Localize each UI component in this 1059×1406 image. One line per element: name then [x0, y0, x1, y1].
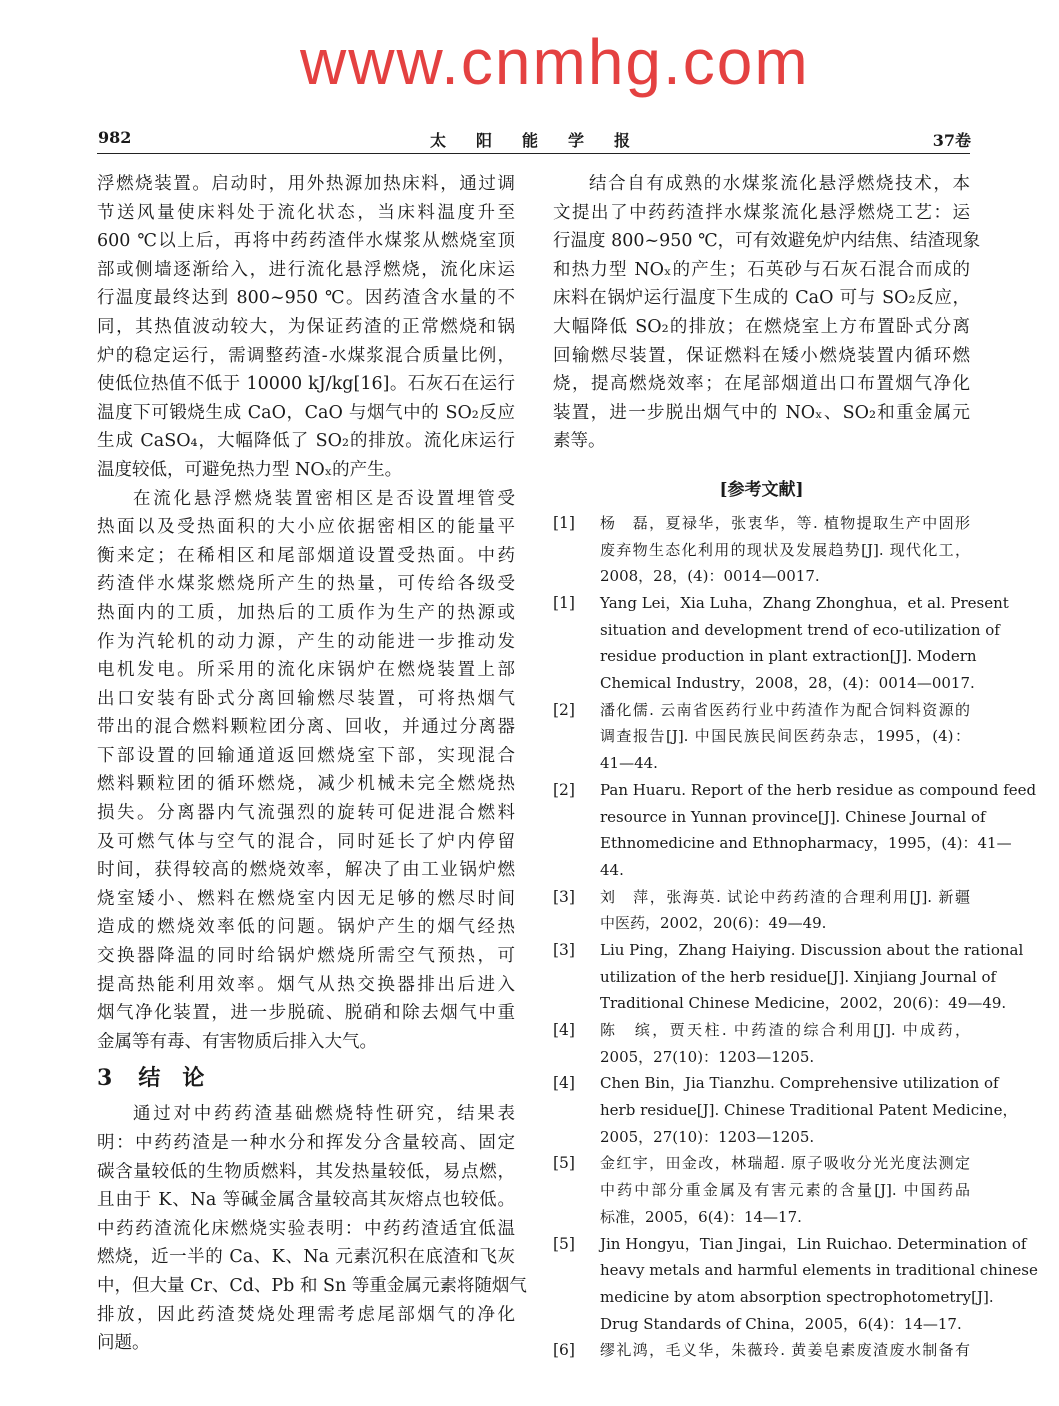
text-line: 行温度最终达到 800~950 ℃。因药渣含水量的不 — [97, 288, 515, 309]
reference-text: residue production in plant extraction[J]. Modern — [600, 647, 977, 666]
text-line: 及可燃气体与空气的混合，同时延长了炉内停留 — [97, 831, 515, 852]
reference-item — [553, 697, 970, 777]
reference-text: resource in Yunnan province[J]. Chinese Journal of — [600, 807, 986, 826]
text-line: 在流化悬浮燃烧装置密相区是否设置埋管受 — [133, 488, 515, 509]
text-line: 明：中药药渣是一种水分和挥发分含量较高、固定 — [97, 1133, 515, 1153]
text-line: 衡来定；在稀相区和尾部烟道设置受热面。中药 — [97, 545, 515, 566]
reference-text: Chemical Industry，2008，28，(4)：0014—0017. — [600, 674, 975, 693]
reference-label: [2] — [553, 700, 575, 719]
reference-text: 44. — [600, 860, 624, 879]
text-line: 结合自有成熟的水煤浆流化悬浮燃烧技术，本 — [589, 174, 970, 194]
volume-label: 37卷 — [932, 131, 971, 150]
text-line: 电机发电。所采用的流化床锅炉在燃烧装置上部 — [97, 660, 515, 681]
reference-label: [1] — [553, 594, 575, 612]
reference-text: 调查报告[J]. 中国民族民间医药杂志，1995，(4)： — [600, 727, 970, 746]
reference-text: 中医药，2002，20(6)：49—49. — [600, 914, 827, 933]
reference-text: herb residue[J]. Chinese Traditional Patent Medicine， — [600, 1101, 1018, 1120]
reference-label: [6] — [553, 1341, 575, 1360]
text-line: 烧，提高燃烧效率；在尾部烟道出口布置烟气净化 — [553, 374, 970, 395]
text-line: 中药药渣流化床燃烧实验表明：中药药渣适宜低温 — [97, 1218, 515, 1239]
reference-item — [553, 937, 1024, 1017]
reference-item — [553, 1150, 970, 1230]
text-line: 时间，获得较高的燃烧效率，解决了由工业锅炉燃 — [97, 860, 515, 881]
reference-item — [553, 510, 970, 590]
reference-text: 标准，2005，6(4)：14—17. — [600, 1207, 802, 1226]
text-line: 文提出了中药药渣拌水煤浆流化悬浮燃烧工艺：运 — [553, 202, 970, 223]
text-line: 节送风量使床料处于流化状态，当床料温度升至 — [97, 202, 515, 223]
reference-list — [553, 510, 1038, 1364]
text-line: 装置，进一步脱出烟气中的 NOₓ、SO₂和重金属元 — [553, 402, 970, 423]
text-line: 提高热能利用效率。烟气从热交换器排出后进入 — [97, 974, 515, 995]
text-line: 浮燃烧装置。启动时，用外热源加热床料，通过调 — [97, 174, 515, 194]
text-line: 出口安装有卧式分离回输燃尽装置，可将热烟气 — [97, 688, 515, 709]
text-line: 损失。分离器内气流强烈的旋转可促进混合燃料 — [97, 803, 515, 824]
text-line: 温度下可锻烧生成 CaO，CaO 与烟气中的 SO₂反应 — [97, 402, 515, 423]
reference-item — [553, 1017, 970, 1070]
text-line: 床料在锅炉运行温度下生成的 CaO 可与 SO₂反应， — [553, 288, 970, 309]
reference-text: Jin Hongyu，Tian Jingai，Lin Ruichao. Determination of — [600, 1234, 1027, 1253]
reference-label: [4] — [553, 1074, 575, 1093]
reference-label: [4] — [553, 1021, 575, 1039]
watermark: www.cnmhg.com — [300, 26, 810, 98]
reference-text: Ethnomedicine and Ethnopharmacy，1995，(4)：41— — [600, 834, 1012, 853]
text-line: 和热力型 NOₓ的产生；石英砂与石灰石混合而成的 — [553, 259, 970, 280]
reference-text: Liu Ping，Zhang Haiying. Discussion about the rational — [600, 940, 1024, 959]
journal-title: 太阳能学报 — [430, 131, 661, 150]
text-line: 燃烧，近一半的 Ca、K、Na 元素沉积在底渣和飞灰 — [97, 1247, 515, 1268]
section-heading — [97, 1056, 515, 1100]
text-line: 金属等有毒、有害物质后排入大气。 — [97, 1031, 377, 1052]
reference-label: [3] — [553, 887, 575, 906]
references-heading: [参考文献] — [719, 479, 804, 500]
text-line: 行温度 800~950 ℃，可有效避免炉内结焦、结渣现象 — [553, 231, 981, 252]
page-number: 982 — [98, 128, 132, 147]
reference-text: 金红宇，田金改，林瑞超. 原子吸收分光光度法测定 — [600, 1154, 970, 1173]
text-line: 下部设置的回输通道返回燃烧室下部，实现混合 — [97, 745, 515, 766]
text-line: 造成的燃烧效率低的问题。锅炉产生的烟气经热 — [97, 917, 515, 938]
reference-text: medicine by atom absorption spectrophotometry[J]. — [600, 1287, 994, 1306]
text-line: 问题。 — [97, 1333, 150, 1354]
reference-text: 杨 磊，夏禄华，张衷华，等. 植物提取生产中固形 — [600, 513, 970, 532]
reference-label: [1] — [553, 513, 575, 532]
text-line: 大幅降低 SO₂的排放；在燃烧室上方布置卧式分离 — [553, 316, 970, 337]
text-line: 烟气净化装置，进一步脱硫、脱硝和除去烟气中重 — [97, 1003, 515, 1024]
left-column — [97, 170, 527, 1358]
text-line: 药渣伴水煤浆燃烧所产生的热量，可传给各级受 — [97, 574, 515, 595]
paragraph — [97, 485, 515, 1057]
text-line: 生成 CaSO₄，大幅降低了 SO₂的排放。流化床运行 — [97, 431, 515, 452]
reference-text: 2005，27(10)：1203—1205. — [600, 1127, 815, 1146]
reference-item — [553, 1337, 970, 1364]
text-line: 素等。 — [553, 431, 606, 452]
reference-item — [553, 590, 1009, 697]
reference-item — [553, 884, 970, 937]
paragraph — [553, 170, 981, 456]
section-title: 结 论 — [138, 1065, 205, 1092]
text-line: 热面以及受热面积的大小应依据密相区的能量平 — [97, 517, 515, 538]
reference-text: 陈 缤，贾天柱. 中药渣的综合利用[J]. 中成药， — [600, 1021, 970, 1039]
right-column — [553, 170, 1038, 1364]
reference-text: heavy metals and harmful elements in traditional chinese — [600, 1261, 1038, 1280]
text-line: 同，其热值波动较大，为保证药渣的正常燃烧和锅 — [97, 316, 515, 337]
reference-text: Chen Bin，Jia Tianzhu. Comprehensive utilization of — [600, 1074, 999, 1093]
reference-text: 中药中部分重金属及有害元素的含量[J]. 中国药品 — [600, 1181, 970, 1200]
paragraph — [97, 170, 515, 485]
text-line: 带出的混合燃料颗粒团分离、回收，并通过分离器 — [97, 717, 515, 738]
reference-text: Drug Standards of China，2005，6(4)：14—17. — [600, 1314, 962, 1333]
reference-label: [2] — [553, 780, 575, 799]
conclusion-paragraph — [97, 1100, 527, 1357]
reference-label: [5] — [553, 1154, 575, 1173]
text-line: 炉的稳定运行，需调整药渣-水煤浆混合质量比例， — [97, 345, 515, 366]
text-line: 烧室矮小、燃料在燃烧室内因无足够的燃尽时间 — [97, 888, 515, 909]
reference-label: [3] — [553, 940, 575, 959]
reference-item — [553, 1070, 1018, 1150]
reference-text: 41—44. — [600, 754, 658, 773]
reference-text: 缪礼鸿，毛义华，朱薇玲. 黄姜皂素废渣废水制备有 — [600, 1341, 970, 1360]
text-line: 部或侧墙逐渐给入，进行流化悬浮燃烧，流化床运 — [97, 259, 515, 280]
section-number: 3 — [97, 1065, 113, 1092]
header-rule — [97, 153, 970, 154]
reference-text: 刘 萍，张海英. 试论中药药渣的合理利用[J]. 新疆 — [600, 887, 970, 906]
reference-text: situation and development trend of eco-utilization of — [600, 620, 1000, 639]
text-line: 中，但大量 Cr、Cd、Pb 和 Sn 等重金属元素将随烟气 — [97, 1275, 527, 1296]
text-line: 碳含量较低的生物质燃料，其发热量较低，易点燃， — [97, 1161, 515, 1182]
reference-text: Traditional Chinese Medicine，2002，20(6)：49—49. — [600, 994, 1007, 1013]
reference-label: [5] — [553, 1234, 575, 1253]
text-line: 交换器降温的同时给锅炉燃烧所需空气预热，可 — [97, 946, 515, 967]
reference-text: 潘化儒. 云南省医药行业中药渣作为配合饲料资源的 — [600, 700, 970, 719]
reference-text: Yang Lei，Xia Luha，Zhang Zhonghua，et al. Present — [600, 594, 1009, 612]
text-line: 排放，因此药渣焚烧处理需考虑尾部烟气的净化 — [97, 1304, 515, 1325]
text-line: 热面内的工质，加热后的工质作为生产的热源或 — [97, 602, 515, 623]
text-line: 回输燃尽装置，保证燃料在矮小燃烧装置内循环燃 — [553, 345, 970, 366]
text-line: 600 ℃以上后，再将中药药渣伴水煤浆从燃烧室顶 — [97, 231, 515, 252]
reference-item — [553, 1231, 1038, 1338]
reference-text: 废弃物生态化利用的现状及发展趋势[J]. 现代化工， — [600, 540, 970, 559]
text-line: 使低位热值不低于 10000 kJ/kg[16]。石灰石在运行 — [97, 374, 515, 395]
text-line: 温度较低，可避免热力型 NOₓ的产生。 — [97, 459, 403, 480]
reference-item — [553, 777, 1037, 884]
text-line: 燃料颗粒团的循环燃烧，减少机械未完全燃烧热 — [97, 774, 515, 795]
reference-text: 2008，28，(4)：0014—0017. — [600, 567, 820, 586]
reference-text: Pan Huaru. Report of the herb residue as compound feed — [600, 780, 1037, 799]
reference-text: utilization of the herb residue[J]. Xinjiang Journal of — [600, 967, 997, 986]
text-line: 作为汽轮机的动力源，产生的动能进一步推动发 — [97, 631, 515, 652]
text-line: 通过对中药药渣基础燃烧特性研究，结果表 — [133, 1104, 515, 1125]
text-line: 且由于 K、Na 等碱金属含量较高其灰熔点也较低。 — [97, 1190, 515, 1211]
reference-text: 2005，27(10)：1203—1205. — [600, 1047, 815, 1066]
